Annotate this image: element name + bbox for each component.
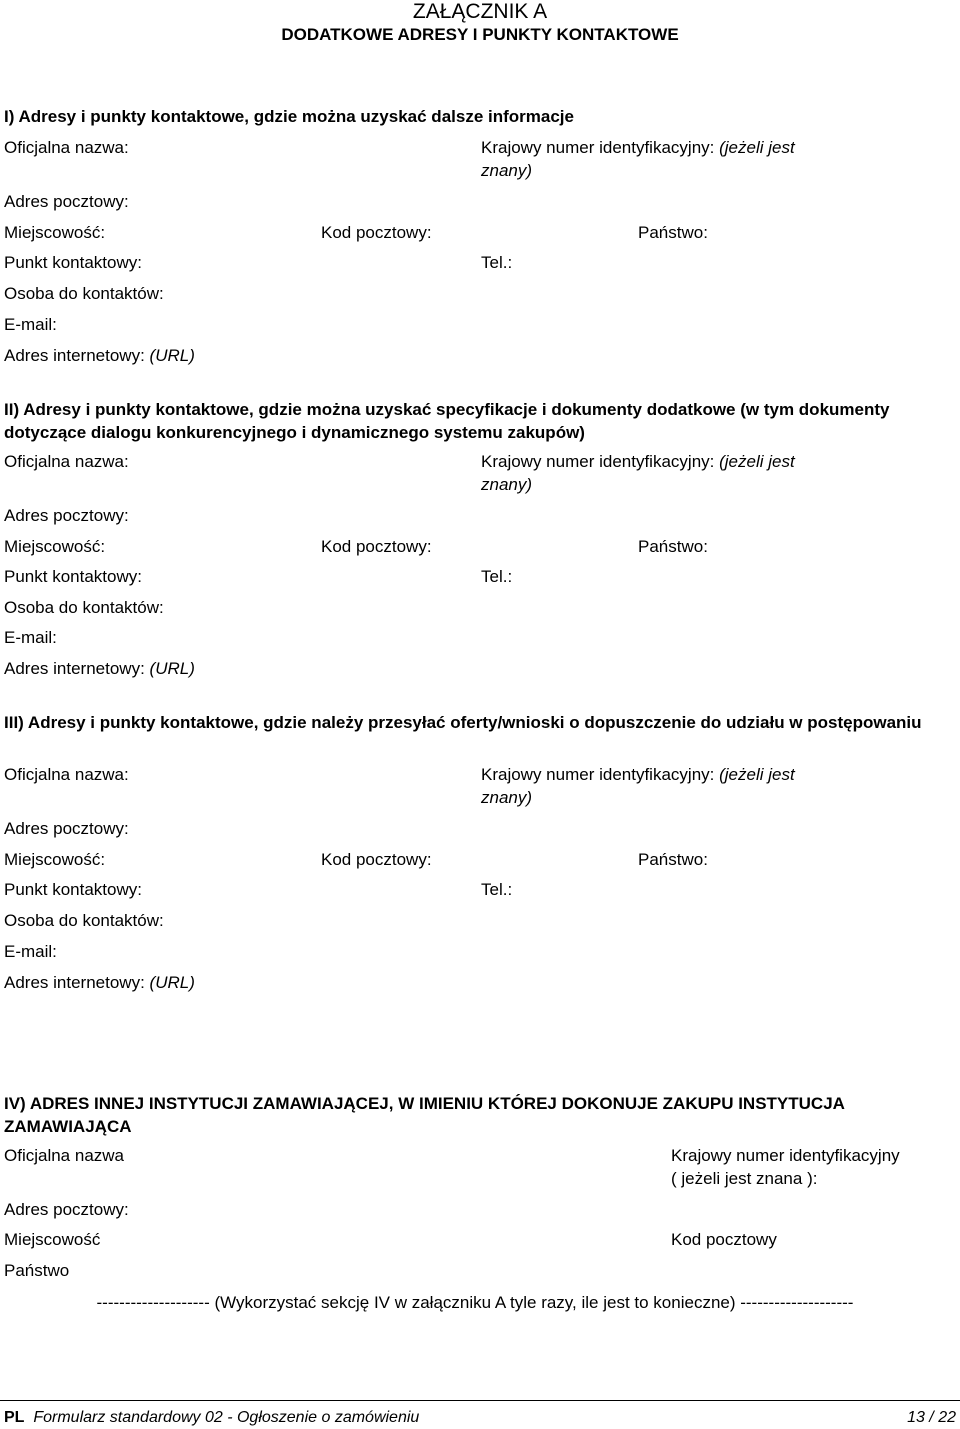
section-heading: II) Adresy i punkty kontaktowe, gdzie można uzyskać specyfikacje i dokumenty dodatkowe (w tym dokumenty dotyczące dialogu konkurencyjnego i dynamicznego systemu zakupów) bbox=[4, 400, 890, 442]
page-subtitle: DODATKOWE ADRESY I PUNKTY KONTAKTOWE bbox=[281, 25, 679, 44]
if-known-label: znany) bbox=[481, 161, 533, 180]
city-label: Miejscowość: bbox=[4, 850, 106, 869]
postal-code-label: Kod pocztowy: bbox=[321, 537, 432, 556]
email-label: E-mail: bbox=[4, 942, 57, 961]
postal-address-label: Adres pocztowy: bbox=[4, 192, 129, 211]
official-name-label: Oficjalna nazwa: bbox=[4, 138, 129, 157]
website-label: Adres internetowy: (URL) bbox=[4, 973, 195, 992]
phone-label: Tel.: bbox=[481, 253, 513, 272]
section-heading: IV) ADRES INNEJ INSTYTUCJI ZAMAWIAJĄCEJ, W IMIENIU KTÓREJ DOKONUJE ZAKUPU INSTYTUCJA ZAMAWIAJĄCA bbox=[4, 1094, 845, 1136]
section-heading: III) Adresy i punkty kontaktowe, gdzie należy przesyłać oferty/wnioski o dopuszczenie do udziału w postępowaniu bbox=[4, 713, 922, 732]
city-label: Miejscowość bbox=[4, 1230, 101, 1249]
repeat-note: -------------------- (Wykorzystać sekcję IV w załączniku A tyle razy, ile jest to konieczne) -------------------- bbox=[96, 1293, 854, 1312]
national-id-label: Krajowy numer identyfikacyjny: (jeżeli jest bbox=[481, 765, 795, 784]
contact-person-label: Osoba do kontaktów: bbox=[4, 598, 164, 617]
postal-address-label: Adres pocztowy: bbox=[4, 819, 129, 838]
website-label: Adres internetowy: (URL) bbox=[4, 346, 195, 365]
national-id-label: Krajowy numer identyfikacyjny: (jeżeli jest bbox=[481, 452, 795, 471]
contact-point-label: Punkt kontaktowy: bbox=[4, 880, 142, 899]
official-name-label: Oficjalna nazwa: bbox=[4, 765, 129, 784]
contact-point-label: Punkt kontaktowy: bbox=[4, 253, 142, 272]
city-label: Miejscowość: bbox=[4, 223, 106, 242]
postal-address-label: Adres pocztowy: bbox=[4, 1200, 129, 1219]
contact-point-label: Punkt kontaktowy: bbox=[4, 567, 142, 586]
postal-address-label: Adres pocztowy: bbox=[4, 506, 129, 525]
contact-person-label: Osoba do kontaktów: bbox=[4, 911, 164, 930]
footer-lang: PL bbox=[4, 1409, 25, 1426]
email-label: E-mail: bbox=[4, 315, 57, 334]
official-name-label: Oficjalna nazwa: bbox=[4, 452, 129, 471]
country-label: Państwo: bbox=[638, 850, 708, 869]
city-label: Miejscowość: bbox=[4, 537, 106, 556]
official-name-label: Oficjalna nazwa bbox=[4, 1146, 125, 1165]
postal-code-label: Kod pocztowy: bbox=[321, 850, 432, 869]
section-heading: I) Adresy i punkty kontaktowe, gdzie można uzyskać dalsze informacje bbox=[4, 107, 574, 126]
if-known-label: znany) bbox=[481, 788, 533, 807]
national-id-label: Krajowy numer identyfikacyjny: (jeżeli jest bbox=[481, 138, 795, 157]
footer-page-number: 13 / 22 bbox=[907, 1409, 956, 1426]
contact-person-label: Osoba do kontaktów: bbox=[4, 284, 164, 303]
phone-label: Tel.: bbox=[481, 880, 513, 899]
website-label: Adres internetowy: (URL) bbox=[4, 659, 195, 678]
country-label: Państwo: bbox=[638, 223, 708, 242]
postal-code-label: Kod pocztowy: bbox=[321, 223, 432, 242]
footer-divider bbox=[0, 1400, 960, 1401]
email-label: E-mail: bbox=[4, 628, 57, 647]
postal-code-label: Kod pocztowy bbox=[671, 1230, 777, 1249]
country-label: Państwo: bbox=[638, 537, 708, 556]
if-known-label: ( jeżeli jest znana ): bbox=[671, 1169, 818, 1188]
phone-label: Tel.: bbox=[481, 567, 513, 586]
footer-form-name: Formularz standardowy 02 - Ogłoszenie o zamówieniu bbox=[33, 1409, 420, 1426]
footer-left bbox=[4, 1408, 419, 1428]
page-title: ZAŁĄCZNIK A bbox=[412, 0, 548, 23]
national-id-label: Krajowy numer identyfikacyjny bbox=[671, 1146, 900, 1165]
country-label: Państwo bbox=[4, 1261, 70, 1280]
if-known-label: znany) bbox=[481, 475, 533, 494]
